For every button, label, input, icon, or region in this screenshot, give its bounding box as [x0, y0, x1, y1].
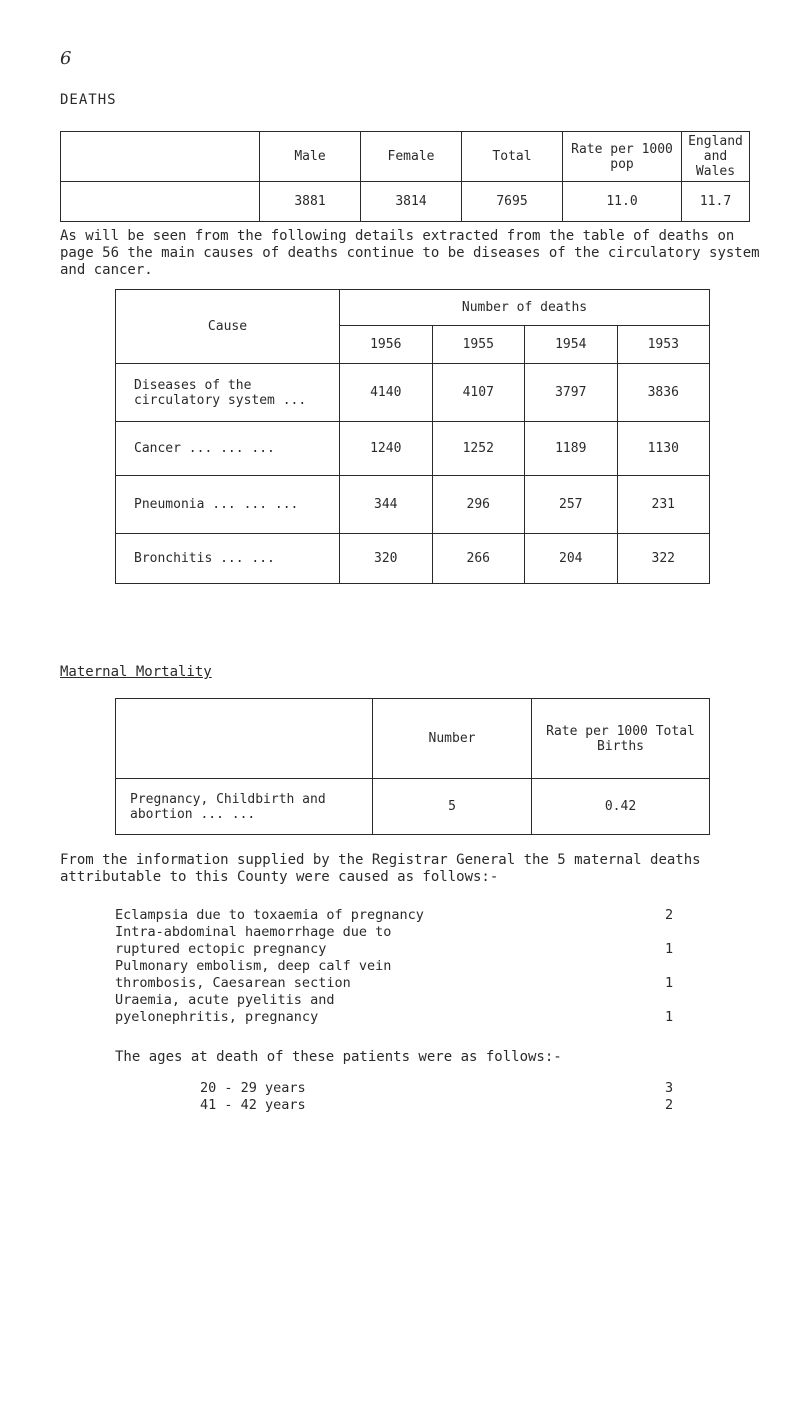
value-cell: 257	[525, 476, 618, 534]
summary-cell-female: 3814	[361, 182, 462, 222]
value-cell: 266	[432, 534, 525, 584]
cause-cell: Diseases of the circulatory system ...	[116, 364, 340, 422]
value-cell: 322	[617, 534, 710, 584]
section-heading: DEATHS	[60, 92, 117, 108]
value-cell: 231	[617, 476, 710, 534]
value-cell: 1252	[432, 422, 525, 476]
summary-header-female: Female	[361, 132, 462, 182]
summary-cell-total: 7695	[462, 182, 563, 222]
table-row	[61, 182, 750, 222]
cause-count: 2	[665, 907, 674, 923]
summary-header-male: Male	[260, 132, 361, 182]
summary-cell-blank	[61, 182, 260, 222]
cause-text: Eclampsia due to toxaemia of pregnancy	[115, 907, 424, 923]
maternal-number-cell: 5	[373, 779, 532, 835]
table-row	[116, 476, 710, 534]
age-count: 2	[665, 1097, 674, 1113]
table-row	[116, 779, 710, 835]
intro-paragraph: As will be seen from the following details extracted from the table of deaths on page 56 the main causes of deaths continue to be diseases of the circulatory system and cancer.	[60, 228, 760, 278]
table-row	[116, 422, 710, 476]
maternal-rate-cell: 0.42	[532, 779, 710, 835]
cause-of-death-table	[115, 289, 710, 584]
age-range: 20 - 29 years	[200, 1080, 306, 1096]
summary-cell-male: 3881	[260, 182, 361, 222]
registrar-paragraph: From the information supplied by the Registrar General the 5 maternal deaths attributable to this County were caused as follows:-	[60, 852, 701, 885]
value-cell: 3797	[525, 364, 618, 422]
ages-intro: The ages at death of these patients were as follows:-	[115, 1049, 562, 1065]
page-number: 6	[60, 48, 72, 69]
cause-text: Intra-abdominal haemorrhage due to ruptured ectopic pregnancy	[115, 924, 392, 957]
summary-cell-england-wales: 11.7	[682, 182, 750, 222]
value-cell: 204	[525, 534, 618, 584]
table-row	[116, 364, 710, 422]
cause-cell: Pneumonia ... ... ...	[116, 476, 340, 534]
year-header-1955: 1955	[432, 326, 525, 364]
summary-header-total: Total	[462, 132, 563, 182]
maternal-header-blank	[116, 699, 373, 779]
value-cell: 3836	[617, 364, 710, 422]
number-of-deaths-header: Number of deaths	[340, 290, 710, 326]
cause-count: 1	[665, 975, 674, 991]
year-header-1956: 1956	[340, 326, 433, 364]
value-cell: 1130	[617, 422, 710, 476]
summary-header-england-wales: England and Wales	[682, 132, 750, 182]
cause-count: 1	[665, 941, 674, 957]
summary-header-rate: Rate per 1000 pop	[563, 132, 682, 182]
cause-cell: Bronchitis ... ...	[116, 534, 340, 584]
list-item	[115, 907, 615, 924]
list-item	[115, 958, 455, 992]
value-cell: 320	[340, 534, 433, 584]
value-cell: 296	[432, 476, 525, 534]
list-item	[115, 924, 445, 958]
year-header-1953: 1953	[617, 326, 710, 364]
cause-text: Uraemia, acute pyelitis and pyelonephritis, pregnancy	[115, 992, 335, 1025]
age-range: 41 - 42 years	[200, 1097, 306, 1113]
cause-count: 1	[665, 1009, 674, 1025]
list-item	[200, 1097, 306, 1114]
summary-header-blank	[61, 132, 260, 182]
maternal-header-rate: Rate per 1000 Total Births	[532, 699, 710, 779]
value-cell: 1189	[525, 422, 618, 476]
cause-cell: Cancer ... ... ...	[116, 422, 340, 476]
list-item	[200, 1080, 306, 1097]
value-cell: 344	[340, 476, 433, 534]
value-cell: 4140	[340, 364, 433, 422]
cause-text: Pulmonary embolism, deep calf vein thrombosis, Caesarean section	[115, 958, 392, 991]
year-header-1954: 1954	[525, 326, 618, 364]
cause-header: Cause	[116, 290, 340, 364]
summary-cell-rate: 11.0	[563, 182, 682, 222]
value-cell: 4107	[432, 364, 525, 422]
list-item	[115, 992, 445, 1026]
maternal-mortality-table	[115, 698, 710, 835]
table-row	[116, 534, 710, 584]
maternal-header-number: Number	[373, 699, 532, 779]
maternal-mortality-heading: Maternal Mortality	[60, 664, 212, 680]
maternal-cause-cell: Pregnancy, Childbirth and abortion ... ...	[116, 779, 373, 835]
age-count: 3	[665, 1080, 674, 1096]
deaths-summary-table	[60, 131, 750, 222]
value-cell: 1240	[340, 422, 433, 476]
